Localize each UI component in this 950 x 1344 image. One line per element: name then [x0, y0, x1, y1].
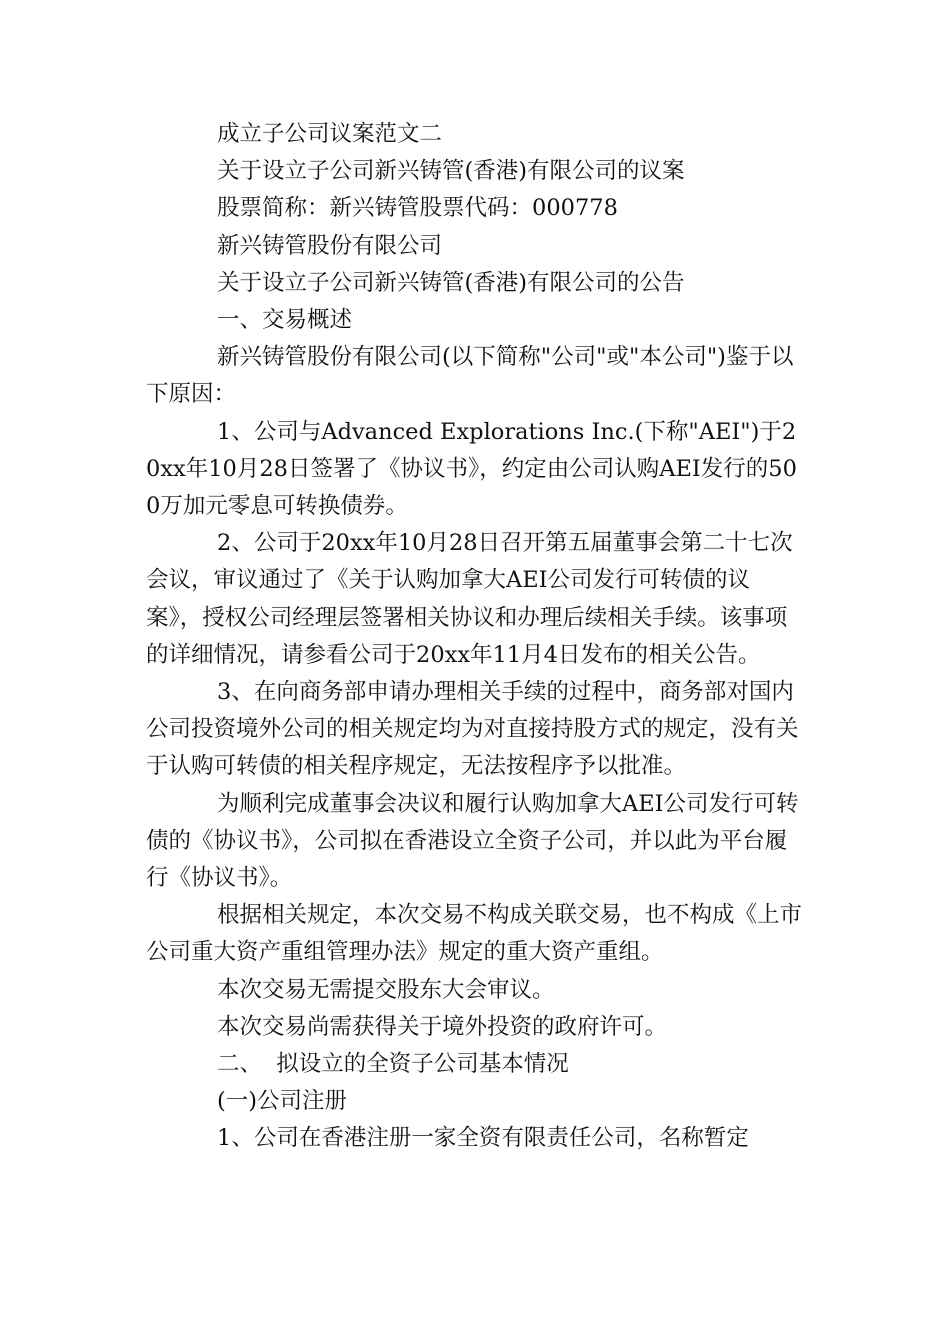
- section-heading-overview: 一、交易概述: [217, 307, 353, 334]
- section-heading-subsidiary: 二、 拟设立的全资子公司基本情况: [217, 1051, 569, 1078]
- paragraph-purpose: 为顺利完成董事会决议和履行认购加拿大AEI公司发行可转债的《协议书》，公司拟在香港设立全资子公司，并以此为平台履行《协议书》。: [146, 790, 799, 892]
- paragraph-item-2: 2、公司于20xx年10月28日召开第五届董事会第二十七次会议，审议通过了《关于认购加拿大AEI公司发行可转债的议案》，授权公司经理层签署相关协议和办理后续相关手续。该事项的详细情况，请参看公司于20xx年11月4日发布的相关公告。: [146, 530, 793, 668]
- paragraph-item-1: 1、公司与Advanced Explorations Inc.(下称"AEI")于20xx年10月28日签署了《协议书》，约定由公司认购AEI发行的500万加元零息可转换债券。: [146, 418, 797, 520]
- paragraph-rules: 根据相关规定，本次交易不构成关联交易，也不构成《上市公司重大资产重组管理办法》规定的重大资产重组。: [146, 902, 803, 966]
- company-name: 新兴铸管股份有限公司: [217, 232, 443, 259]
- motion-title: 关于设立子公司新兴铸管(香港)有限公司的议案: [217, 158, 685, 185]
- paragraph-item-3: 3、在向商务部申请办理相关手续的过程中，商务部对国内公司投资境外公司的相关规定均为对直接持股方式的规定，没有关于认购可转债的相关程序规定，无法按程序予以批准。: [146, 679, 799, 780]
- stock-info: 股票简称：新兴铸管股票代码：000778: [217, 195, 618, 222]
- paragraph-permit: 本次交易尚需获得关于境外投资的政府许可。: [217, 1013, 668, 1040]
- subsection-heading-registration: (一)公司注册: [217, 1088, 348, 1115]
- document-title: 成立子公司议案范文二: [217, 121, 443, 147]
- announcement-title: 关于设立子公司新兴铸管(香港)有限公司的公告: [217, 269, 685, 296]
- document-body: [146, 116, 806, 1158]
- paragraph-register: 1、公司在香港注册一家全资有限责任公司，名称暂定: [217, 1125, 749, 1152]
- paragraph-intro: 新兴铸管股份有限公司(以下简称"公司"或"本公司")鉴于以下原因：: [146, 344, 794, 408]
- paragraph-no-vote: 本次交易无需提交股东大会审议。: [217, 976, 555, 1003]
